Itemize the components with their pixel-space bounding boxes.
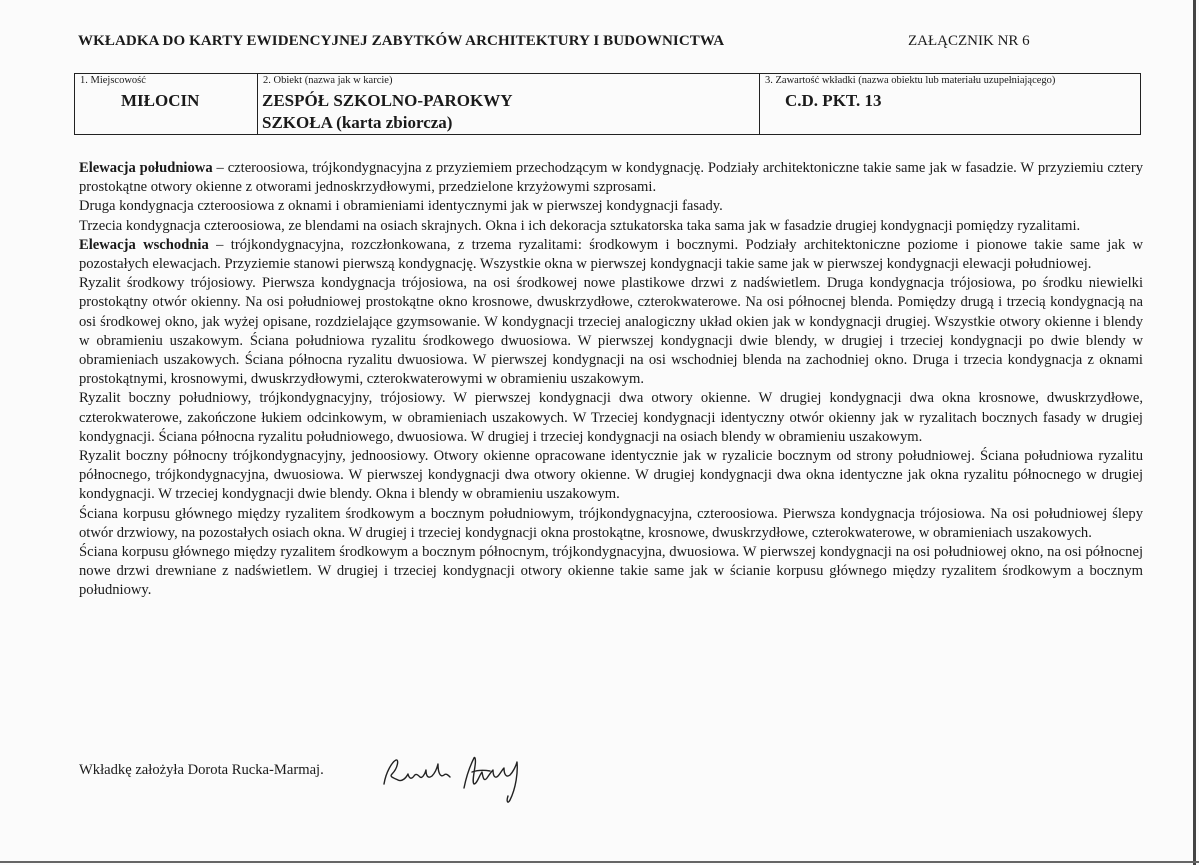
paragraph xyxy=(79,197,1143,216)
author-note: Wkładkę założyła Dorota Rucka-Marmaj. xyxy=(79,762,324,778)
object-value xyxy=(262,90,512,134)
paragraph-text: Druga kondygnacja czteroosiowa z oknami i obramieniami identycznymi jak w pierwszej kondygnacji fasady. xyxy=(79,198,723,215)
object-label: 2. Obiekt (nazwa jak w karcie) xyxy=(263,75,393,86)
handwritten-signature xyxy=(380,748,540,808)
page-edge-right xyxy=(1193,0,1196,865)
paragraph xyxy=(79,543,1143,601)
locality-value: MIŁOCIN xyxy=(121,91,200,110)
paragraph-text: Ryzalit boczny północny trójkondygnacyjny, jednoosiowy. Otwory okienne opracowane identycznie jak w ryzalicie bocznym od strony południowej. Ściana południowa ryzalitu północnego, trójkondygnacyjna, dwuosiowa. W pierwszej kondygnacji dwa otwory okienne. W drugiej kondygnacji dwa okna identyczne jak okna ryzalitu północnego w drugiej kondygnacji. W trzeciej kondygnacji dwie blendy. Okna i blendy w obramieniu uszakowym. xyxy=(79,448,1143,503)
locality-cell xyxy=(75,74,258,134)
locality-label: 1. Miejscowość xyxy=(80,75,146,86)
object-value-line2: SZKOŁA (karta zbiorcza) xyxy=(262,113,453,132)
paragraph-heading: Elewacja południowa xyxy=(79,160,213,176)
paragraph-text: Ryzalit środkowy trójosiowy. Pierwsza kondygnacja trójosiowa, na osi środkowej nowe plastikowe drzwi z nadświetlem. Druga kondygnacja trójosiowa, po środku niewielki prostokątny otwór okienny. Na osi południowej prostokątne okno krosnowe, dwuskrzydłowe, czterokwaterowe. Na osi północnej blenda. Pomiędzy drugą i trzecią kondygnacją na osi środkowej okno, jak wyżej opisane, rozdzielające gzymsowanie. W kondygnacji trzeciej analogiczny układ okien jak w kondygnacji drugiej. Wszystkie otwory okienne i blendy w obramieniu uszakowym. Ściana południowa ryzalitu środkowego dwuosiowa. W pierwszej kondygnacji dwie blendy, w drugiej i trzeciej kondygnacji po dwie blendy w obramieniach uszakowych. Ściana północna ryzalitu dwuosiowa. W pierwszej kondygnacji na osi wschodniej blenda na zachodniej okno. Druga i trzecia kondygnacja z oknami prostokątnymi, krosnowymi, dwuskrzydłowymi, czterokwaterowymi w obramieniu uszakowym. xyxy=(79,275,1143,388)
paragraph xyxy=(79,236,1143,274)
paragraph-separator: – xyxy=(208,236,231,253)
paragraph-separator: – xyxy=(212,160,228,176)
paragraph-text: Trzecia kondygnacja czteroosiowa, ze blendami na osiach skrajnych. Okna i ich dekoracja sztukatorska taka sama jak w fasadzie drugiej kondygnacji pomiędzy ryzalitami. xyxy=(79,217,1081,234)
description-body xyxy=(79,159,1143,601)
page-edge-bottom xyxy=(0,861,1199,863)
paragraph-text: Ściana korpusu głównego między ryzalitem środkowym a bocznym północnym, trójkondygnacyjna, dwuosiowa. W pierwszej kondygnacji na osi południowej okno, na osi północnej nowe drzwi drewniane z nadświetlem. W drugiej i trzeciej kondygnacji otwory okienne takie same jak w ścianie korpusu głównego między ryzalitem środkowym a bocznym południowy. xyxy=(79,544,1143,599)
object-cell xyxy=(258,74,760,134)
annex-number: ZAŁĄCZNIK NR 6 xyxy=(908,33,1030,49)
info-table xyxy=(74,73,1141,135)
content-cell xyxy=(760,74,1140,134)
paragraph xyxy=(79,389,1143,447)
content-label: 3. Zawartość wkładki (nazwa obiektu lub materiału uzupełniającego) xyxy=(765,75,1056,86)
paragraph-text: czteroosiowa, trójkondygnacyjna z przyziemiem przechodzącym w kondygnację. Podziały architektoniczne takie same jak w fasadzie. W przyziemiu cztery prostokątne otwory okienne z otworami jednoskrzydłowymi, przedzielone krzyżowymi szprosami. xyxy=(79,160,1143,196)
paragraph xyxy=(79,274,1143,389)
paragraph xyxy=(79,505,1143,543)
paragraph xyxy=(79,447,1143,505)
paragraph-heading: Elewacja wschodnia xyxy=(79,236,209,253)
paragraph-text: trójkondygnacyjna, rozczłonkowana, z trzema ryzalitami: środkowym i bocznymi. Podziały architektoniczne poziome i pionowe takie same jak w pozostałych elewacjach. Przyziemie stanowi pierwszą kondygnację. Wszystkie okna w pierwszej kondygnacji takie same jak w pierwszej kondygnacji elewacji południowej. xyxy=(79,236,1144,273)
paragraph-text: Ściana korpusu głównego między ryzalitem środkowym a bocznym południowym, trójkondygnacyjna, czteroosiowa. Pierwsza kondygnacja trójosiowa. Na osi południowej ślepy otwór drzwiowy, na pozostałych osiach okna. W drugiej i trzeciej kondygnacji okna prostokątne, krosnowe, dwuskrzydłowe, czterokwaterowe, w obramieniach uszakowych. xyxy=(79,505,1143,541)
paragraph xyxy=(79,159,1143,197)
document-title: WKŁADKA DO KARTY EWIDENCYJNEJ ZABYTKÓW ARCHITEKTURY I BUDOWNICTWA xyxy=(78,33,725,49)
object-value-line1: ZESPÓŁ SZKOLNO-PAROKWY xyxy=(262,91,513,110)
paragraph-text: Ryzalit boczny południowy, trójkondygnacyjny, trójosiowy. W pierwszej kondygnacji dwa otwory okienne. W drugiej kondygnacji dwa okna krosnowe, dwuskrzydłowe, czterokwaterowe, zakończone łukiem odcinkowym, w obramieniach uszakowych. W Trzeciej kondygnacji identyczny otwór okienny jak w ryzalitach bocznych fasady w drugiej kondygnacji. Ściana północna ryzalitu południowego, dwuosiowa. W drugiej i trzeciej kondygnacji na osiach blendy w obramieniu uszakowym. xyxy=(79,390,1143,445)
paragraph xyxy=(79,217,1143,236)
content-value: C.D. PKT. 13 xyxy=(785,91,882,110)
